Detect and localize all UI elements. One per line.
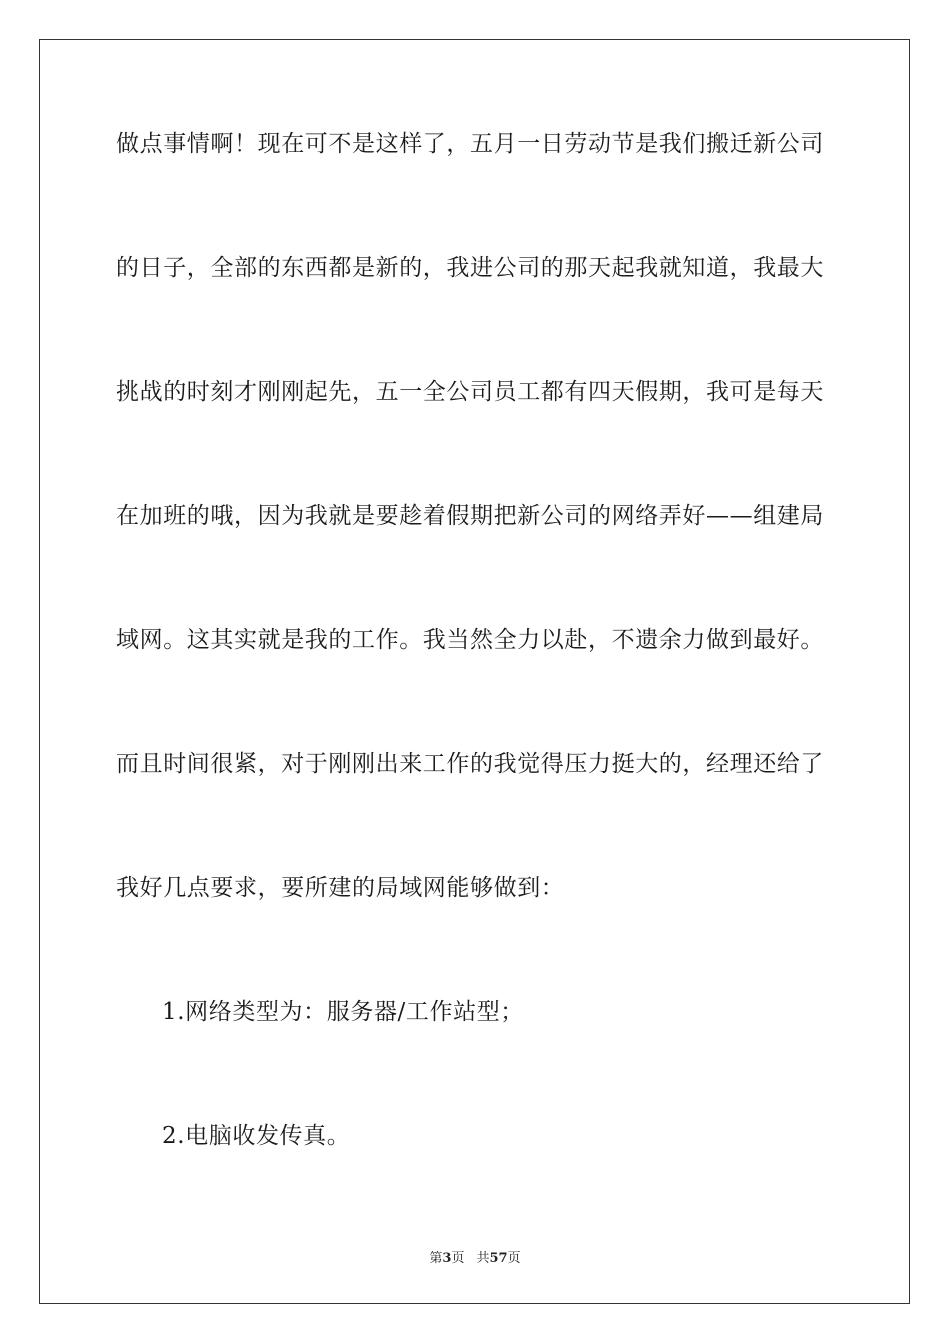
total-suffix: 页: [507, 1251, 521, 1266]
page-number: 3: [442, 1251, 452, 1266]
page-prefix: 第: [429, 1251, 443, 1266]
body-line: 而且时间很紧，对于刚刚出来工作的我觉得压力挺大的，经理还给了: [116, 751, 824, 777]
body-line: 域网。这其实就是我的工作。我当然全力以赴，不遗余力做到最好。: [116, 627, 824, 653]
list-item-2: 2.电脑收发传真。: [162, 1123, 351, 1149]
body-line: 做点事情啊！现在可不是这样了，五月一日劳动节是我们搬迁新公司: [116, 131, 824, 157]
page-footer: [0, 1247, 950, 1266]
body-line: 在加班的哦，因为我就是要趁着假期把新公司的网络弄好——组建局: [116, 503, 824, 529]
total-prefix: 共: [476, 1251, 490, 1266]
document-body: [116, 132, 836, 1248]
list-item-1: 1.网络类型为：服务器/工作站型；: [162, 999, 524, 1025]
page-suffix: 页: [451, 1251, 465, 1266]
body-line: 的日子，全部的东西都是新的，我进公司的那天起我就知道，我最大: [116, 255, 824, 281]
total-pages: 57: [489, 1251, 508, 1266]
body-line: 挑战的时刻才刚刚起先，五一全公司员工都有四天假期，我可是每天: [116, 379, 824, 405]
body-line: 我好几点要求，要所建的局域网能够做到：: [116, 875, 565, 901]
